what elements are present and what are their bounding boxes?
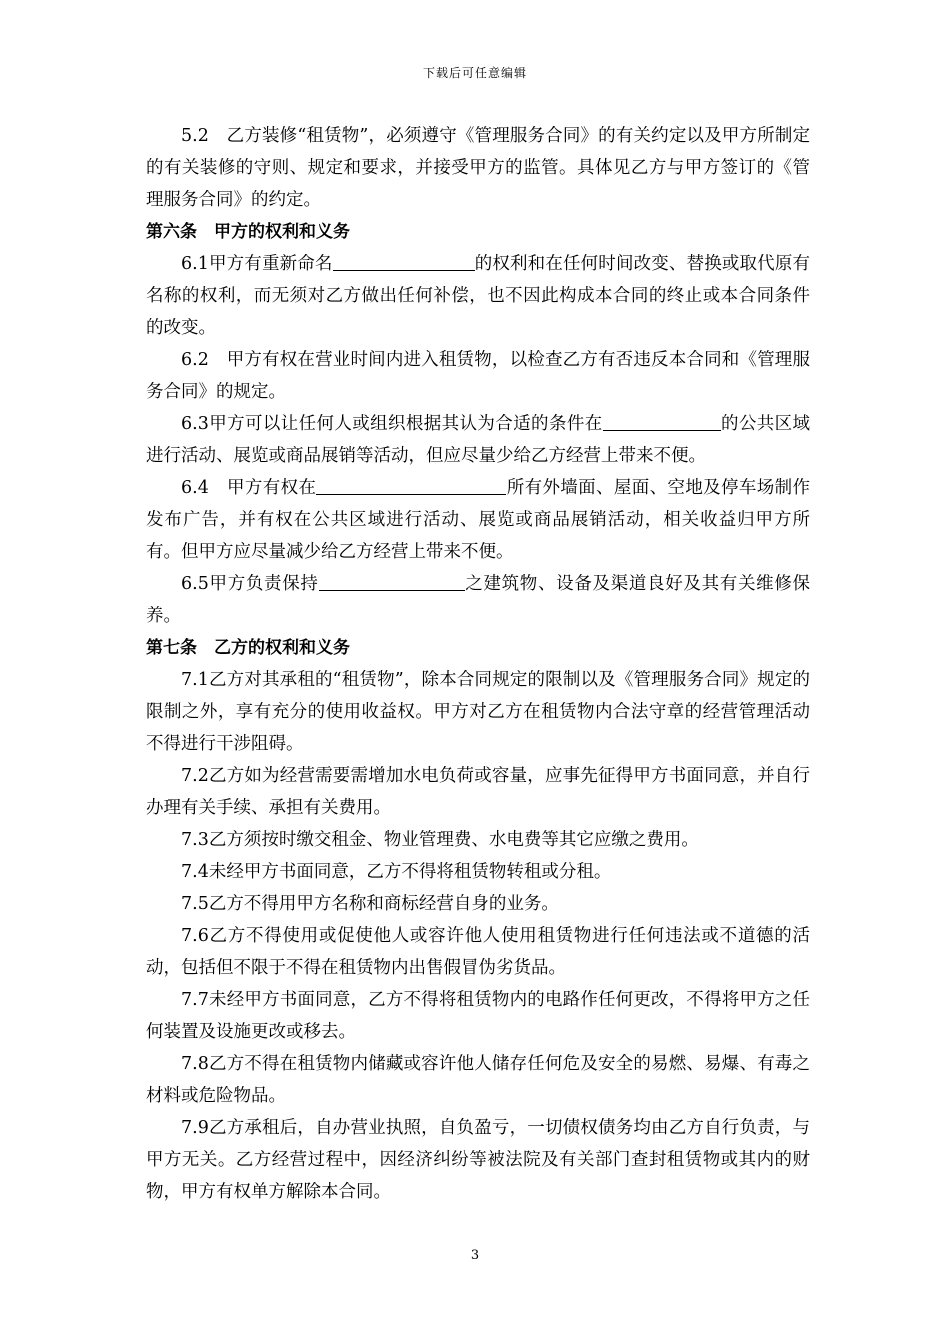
clause-6-2: 6.2 甲方有权在营业时间内进入租赁物，以检查乙方有否违反本合同和《管理服务合同》的规定。 [146, 350, 810, 402]
clause-5-2: 5.2 乙方装修“租赁物”，必须遵守《管理服务合同》的有关约定以及甲方所制定的有关装修的守则、规定和要求，并接受甲方的监管。具体见乙方与甲方签订的《管理服务合同》的约定。 [146, 126, 810, 210]
clause-6-5-text-a: 6.5甲方负责保持 [181, 574, 319, 594]
clause-7-8: 7.8乙方不得在租赁物内储藏或容许他人储存任何危及安全的易燃、易爆、有毒之材料或危险物品。 [146, 1054, 810, 1106]
clause-7-3: 7.3乙方须按时缴交租金、物业管理费、水电费等其它应缴之费用。 [181, 830, 699, 850]
clause-7-5: 7.5乙方不得用甲方名称和商标经营自身的业务。 [181, 894, 559, 914]
clause-7-9: 7.9乙方承租后，自办营业执照，自负盈亏，一切债权债务均由乙方自行负责，与甲方无关。乙方经营过程中，因经济纠纷等被法院及有关部门查封租赁物或其内的财物，甲方有权单方解除本合同。 [146, 1118, 810, 1202]
clause-7-4: 7.4未经甲方书面同意，乙方不得将租赁物转租或分租。 [181, 862, 612, 882]
clause-6-3-text-b: 的公共区域进行活动、展览或商品展销等活动，但应尽量少给乙方经营上带来不便。 [146, 414, 810, 466]
article-6-heading: 第六条 甲方的权利和义务 [146, 222, 350, 242]
clause-6-5-text-b: 之建筑物、设备及渠道良好及其有关维修保养。 [146, 574, 810, 626]
clause-6-4-text-a: 6.4 甲方有权在 [181, 478, 317, 498]
clause-6-1 [146, 248, 810, 344]
clause-7-6: 7.6乙方不得使用或促使他人或容许他人使用租赁物进行任何违法或不道德的活动，包括但不限于不得在租赁物内出售假冒伪劣货品。 [146, 926, 810, 978]
blank-underline [603, 410, 721, 431]
article-7-heading: 第七条 乙方的权利和义务 [146, 638, 350, 658]
blank-underline [319, 570, 465, 591]
clause-7-7: 7.7未经甲方书面同意，乙方不得将租赁物内的电路作任何更改，不得将甲方之任何装置及设施更改或移去。 [146, 990, 810, 1042]
blank-underline [333, 250, 475, 271]
page-number: 3 [470, 1248, 480, 1263]
clause-6-4 [146, 472, 810, 568]
clause-6-5 [146, 568, 810, 632]
clause-6-4-text-b: 所有外墙面、屋面、空地及停车场制作发布广告，并有权在公共区域进行活动、展览或商品展销活动，相关收益归甲方所有。但甲方应尽量减少给乙方经营上带来不便。 [146, 478, 810, 562]
document-body [146, 120, 810, 1208]
page-header: 下载后可任意编辑 [422, 66, 527, 80]
clause-6-1-text-b: 的权利和在任何时间改变、替换或取代原有名称的权利，而无须对乙方做出任何补偿，也不因此构成本合同的终止或本合同条件的改变。 [146, 254, 810, 338]
clause-7-2: 7.2乙方如为经营需要需增加水电负荷或容量，应事先征得甲方书面同意，并自行办理有关手续、承担有关费用。 [146, 766, 810, 818]
clause-6-3 [146, 408, 810, 472]
clause-6-3-text-a: 6.3甲方可以让任何人或组织根据其认为合适的条件在 [181, 414, 603, 434]
clause-7-1: 7.1乙方对其承租的“租赁物”，除本合同规定的限制以及《管理服务合同》规定的限制之外，享有充分的使用收益权。甲方对乙方在租赁物内合法守章的经营管理活动不得进行干涉阻碍。 [146, 670, 810, 754]
blank-underline [316, 474, 506, 495]
clause-6-1-text-a: 6.1甲方有重新命名 [181, 254, 333, 274]
